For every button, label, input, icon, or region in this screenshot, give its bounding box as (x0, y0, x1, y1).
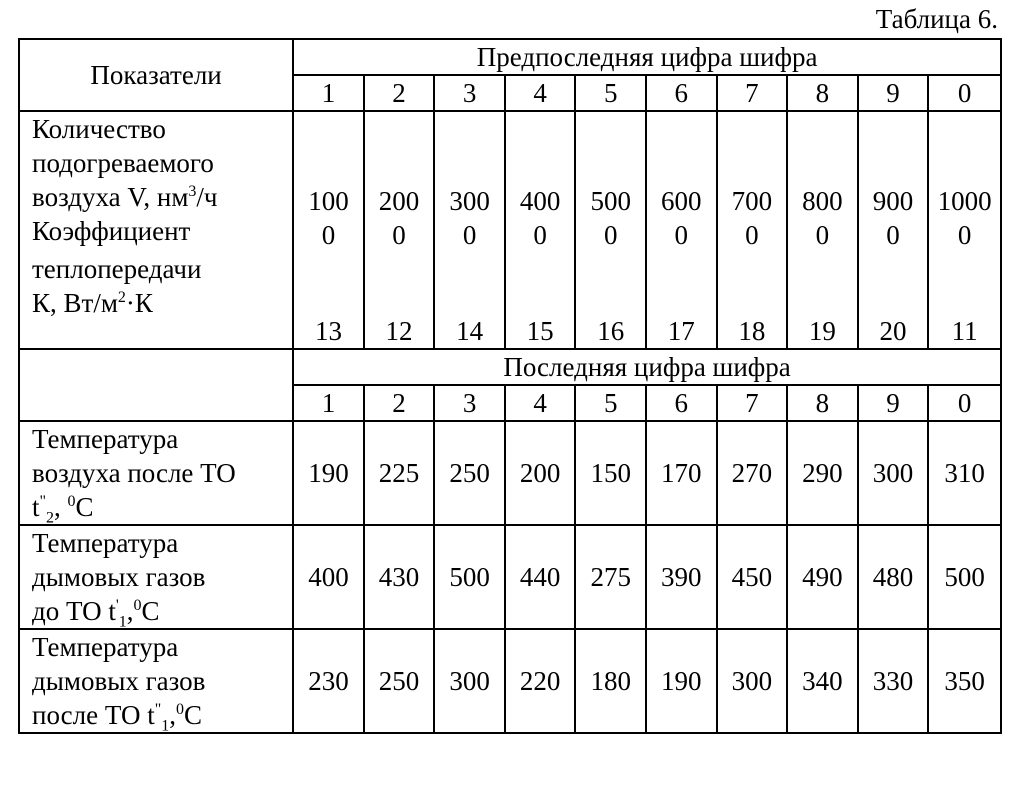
digit-header-cell: 7 (717, 75, 788, 111)
label-line: С (141, 596, 160, 626)
row-label-air-quantity (19, 111, 293, 252)
value-cell: 350 (928, 629, 1001, 733)
digit-header-cell: 1 (293, 385, 364, 421)
value-cell: 190 (293, 421, 364, 525)
value-cell: 480 (858, 525, 929, 629)
value-cell: 200 (505, 421, 576, 525)
value-cell: 310 (928, 421, 1001, 525)
header-row-2 (19, 349, 1001, 385)
label-sup: 3 (188, 183, 197, 200)
value-cell: 13 (293, 252, 364, 349)
digit-header-cell: 4 (505, 385, 576, 421)
label-line: дымовых газов (32, 666, 206, 696)
label-line: Температура (32, 424, 179, 454)
label-line: воздуха после ТО (32, 458, 236, 488)
digit-header-cell: 8 (787, 75, 858, 111)
digit-header-cell: 6 (646, 385, 717, 421)
value-cell: 390 (646, 525, 717, 629)
value-cell (434, 111, 505, 252)
label-sup: " (154, 701, 162, 718)
value-cell (787, 111, 858, 252)
value-cell: 15 (505, 252, 576, 349)
value-cell: 20 (858, 252, 929, 349)
label-line: , (126, 596, 134, 626)
value-part: 0 (957, 220, 972, 250)
value-cell: 290 (787, 421, 858, 525)
value-part: 0 (533, 220, 547, 250)
digit-header-cell: 8 (787, 385, 858, 421)
value-cell (575, 111, 646, 252)
value-cell: 18 (717, 252, 788, 349)
digit-header-cell: 2 (364, 385, 435, 421)
row-label-heat-transfer (19, 252, 293, 349)
value-part: 300 (449, 186, 490, 216)
digit-header-cell: 9 (858, 75, 929, 111)
value-cell (293, 111, 364, 252)
label-sub: 1 (118, 613, 127, 631)
label-line: Температура (32, 632, 179, 662)
digit-header-cell: 7 (717, 385, 788, 421)
value-part: 900 (872, 186, 914, 216)
label-sub: 1 (161, 717, 170, 735)
value-cell: 170 (646, 421, 717, 525)
digit-header-cell: 1 (293, 75, 364, 111)
label-line: теплопередачи (32, 254, 202, 284)
value-part: 500 (590, 186, 631, 216)
label-line: Количество (32, 114, 166, 144)
label-line: С (75, 492, 94, 522)
label-line: Температура (32, 528, 179, 558)
digit-header-cell: 6 (646, 75, 717, 111)
value-part: 0 (745, 220, 759, 250)
table-row (19, 111, 1001, 252)
label-line: воздуха V, нм (32, 182, 189, 212)
digit-header-cell: 5 (575, 75, 646, 111)
value-cell: 12 (364, 252, 435, 349)
data-table (18, 38, 1002, 734)
value-cell (858, 111, 929, 252)
digit-header-cell: 0 (928, 385, 1001, 421)
table-title: Таблица 6. (875, 4, 998, 34)
label-sup: ' (115, 597, 119, 614)
value-cell: 500 (928, 525, 1001, 629)
value-cell: 330 (858, 629, 929, 733)
label-sup: " (39, 493, 47, 510)
value-part: 0 (392, 220, 406, 250)
digit-header-cell: 3 (434, 385, 505, 421)
header-indicators: Показатели (19, 39, 293, 111)
value-part: 0 (815, 220, 830, 250)
label-line: дымовых газов (32, 562, 206, 592)
value-cell: 300 (434, 629, 505, 733)
value-cell: 19 (787, 252, 858, 349)
value-part: 0 (321, 220, 336, 250)
value-part: 0 (462, 220, 477, 250)
value-cell: 440 (505, 525, 576, 629)
value-part: 0 (674, 220, 689, 250)
label-line: ·К (125, 288, 153, 318)
value-part: 400 (519, 186, 561, 216)
digit-header-cell: 3 (434, 75, 505, 111)
digit-header-cell: 2 (364, 75, 435, 111)
value-cell: 14 (434, 252, 505, 349)
value-cell: 430 (364, 525, 435, 629)
table-row (19, 525, 1001, 629)
label-line: С (183, 700, 202, 730)
label-line: , (54, 492, 68, 522)
value-cell: 220 (505, 629, 576, 733)
label-sub: 2 (46, 509, 55, 527)
value-part: 800 (802, 186, 843, 216)
digit-header-cell: 9 (858, 385, 929, 421)
table-row (19, 421, 1001, 525)
label-line: , (169, 700, 176, 730)
value-part: 600 (661, 186, 702, 216)
value-cell: 225 (364, 421, 435, 525)
value-cell: 150 (575, 421, 646, 525)
value-cell: 500 (434, 525, 505, 629)
value-cell: 400 (293, 525, 364, 629)
value-cell: 300 (858, 421, 929, 525)
value-cell (717, 111, 788, 252)
value-cell: 450 (717, 525, 788, 629)
value-cell: 180 (575, 629, 646, 733)
header-row-1 (19, 39, 1001, 75)
value-cell: 17 (646, 252, 717, 349)
value-part: 1000 (937, 186, 992, 216)
value-cell (646, 111, 717, 252)
value-part: 700 (731, 186, 773, 216)
label-line: до ТО t (32, 596, 116, 626)
value-cell: 275 (575, 525, 646, 629)
label-line: t (32, 492, 40, 522)
value-cell (505, 111, 576, 252)
value-part: 100 (308, 186, 349, 216)
label-line: Коэффициент (32, 216, 191, 246)
value-cell: 270 (717, 421, 788, 525)
value-part: 0 (886, 220, 900, 250)
value-cell: 300 (717, 629, 788, 733)
digit-header-cell: 0 (928, 75, 1001, 111)
label-sup: 0 (175, 701, 184, 718)
value-cell: 16 (575, 252, 646, 349)
header-penultimate: Предпоследняя цифра шифра (293, 39, 1001, 75)
value-cell (364, 111, 435, 252)
label-sup: 2 (117, 289, 126, 306)
value-cell: 340 (787, 629, 858, 733)
digit-header-cell: 5 (575, 385, 646, 421)
table-row (19, 252, 1001, 349)
label-line: после ТО t (32, 700, 155, 730)
label-line: /ч (196, 182, 218, 212)
row-label-air-temp-after (19, 421, 293, 525)
value-cell: 230 (293, 629, 364, 733)
value-cell (928, 111, 1001, 252)
header-last: Последняя цифра шифра (293, 349, 1001, 385)
value-cell: 11 (928, 252, 1001, 349)
label-line: К, Вт/м (32, 288, 118, 318)
label-sup: 0 (133, 597, 142, 614)
digit-header-cell: 4 (505, 75, 576, 111)
value-part: 200 (378, 186, 420, 216)
value-cell: 490 (787, 525, 858, 629)
value-cell: 250 (364, 629, 435, 733)
value-cell: 250 (434, 421, 505, 525)
value-cell: 190 (646, 629, 717, 733)
label-sup: 0 (67, 493, 76, 510)
row-label-gas-temp-before (19, 525, 293, 629)
header-empty (19, 349, 293, 421)
value-part: 0 (603, 220, 618, 250)
table-row (19, 629, 1001, 733)
row-label-gas-temp-after (19, 629, 293, 733)
label-line: подогреваемого (32, 148, 214, 178)
